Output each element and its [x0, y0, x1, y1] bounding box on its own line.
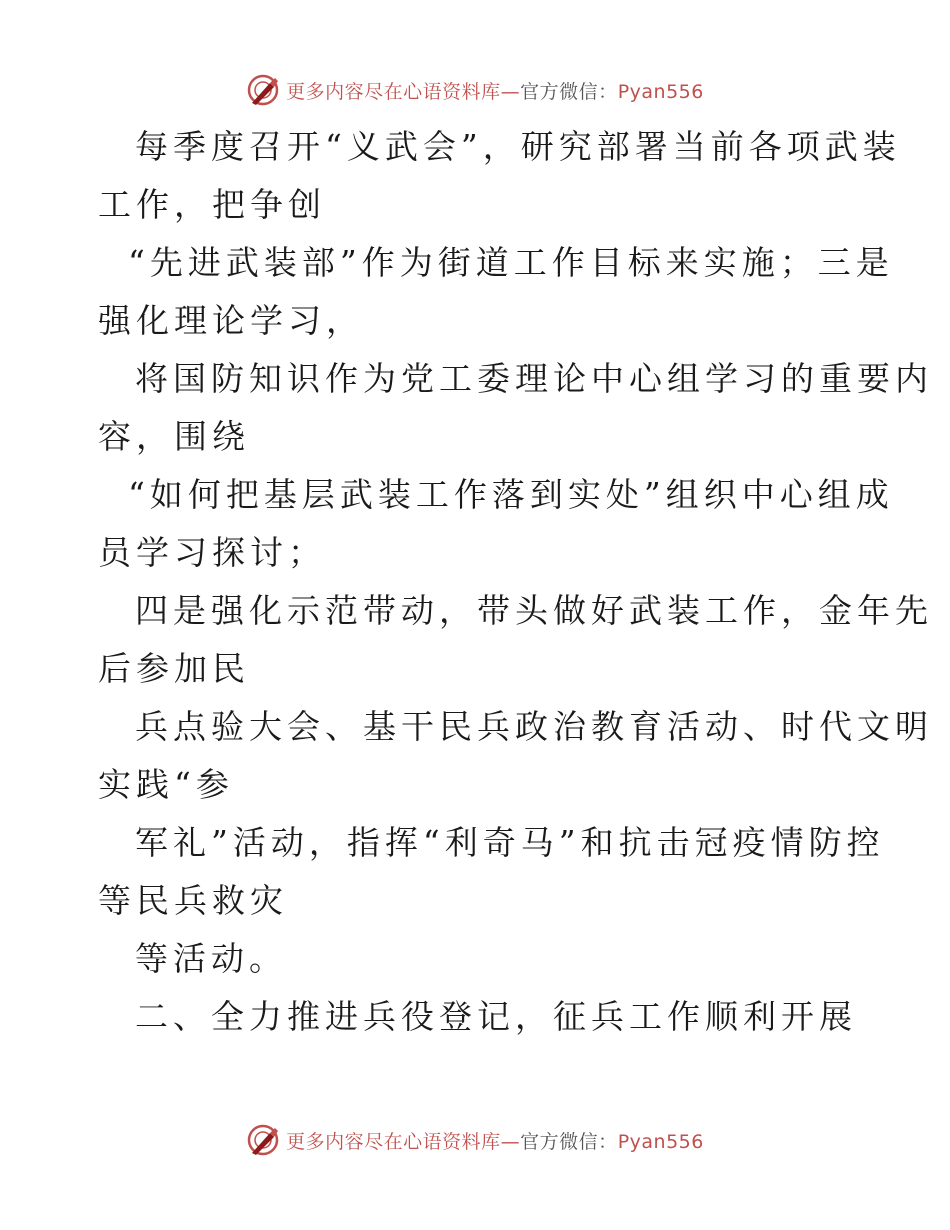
text-line: 容，围绕	[98, 417, 250, 456]
pen-logo-icon	[246, 1123, 280, 1157]
watermark-brand: 更多内容尽在心语资料库	[286, 80, 501, 103]
text-line: 实践“参	[98, 765, 234, 804]
text-line: “如何把基层武装工作落到实处”组织中心组成	[128, 475, 894, 514]
text-line: “先进武装部”作为街道工作目标来实施；三是	[128, 243, 894, 282]
text-line: 四是强化示范带动，带头做好武装工作，金年先	[135, 591, 933, 630]
text-line: 工作，把争创	[98, 185, 326, 224]
watermark-dash: —	[500, 1130, 521, 1153]
header-watermark	[0, 72, 950, 108]
text-line: 每季度召开“义武会”，研究部署当前各项武装	[135, 127, 901, 166]
text-line: 军礼”活动，指挥“利奇马”和抗击冠疫情防控	[135, 823, 885, 862]
watermark-wechat-id: Pyan556	[617, 80, 704, 103]
watermark-dash: —	[500, 80, 521, 103]
text-line: 等活动。	[135, 939, 287, 978]
text-line: 将国防知识作为党工委理论中心组学习的重要内	[135, 359, 933, 398]
pen-logo-icon	[246, 73, 280, 107]
text-line: 等民兵救灾	[98, 881, 288, 920]
document-body	[98, 118, 933, 1046]
watermark-label: 官方微信：	[520, 80, 618, 103]
footer-watermark	[0, 1122, 950, 1158]
text-line: 员学习探讨；	[98, 533, 326, 572]
watermark-label: 官方微信：	[520, 1130, 618, 1153]
watermark-brand: 更多内容尽在心语资料库	[286, 1130, 501, 1153]
text-line: 后参加民	[98, 649, 250, 688]
section-heading: 二、全力推进兵役登记，征兵工作顺利开展	[135, 997, 857, 1036]
watermark-wechat-id: Pyan556	[617, 1130, 704, 1153]
text-line: 兵点验大会、基干民兵政治教育活动、时代文明	[135, 707, 933, 746]
text-line: 强化理论学习，	[98, 301, 364, 340]
